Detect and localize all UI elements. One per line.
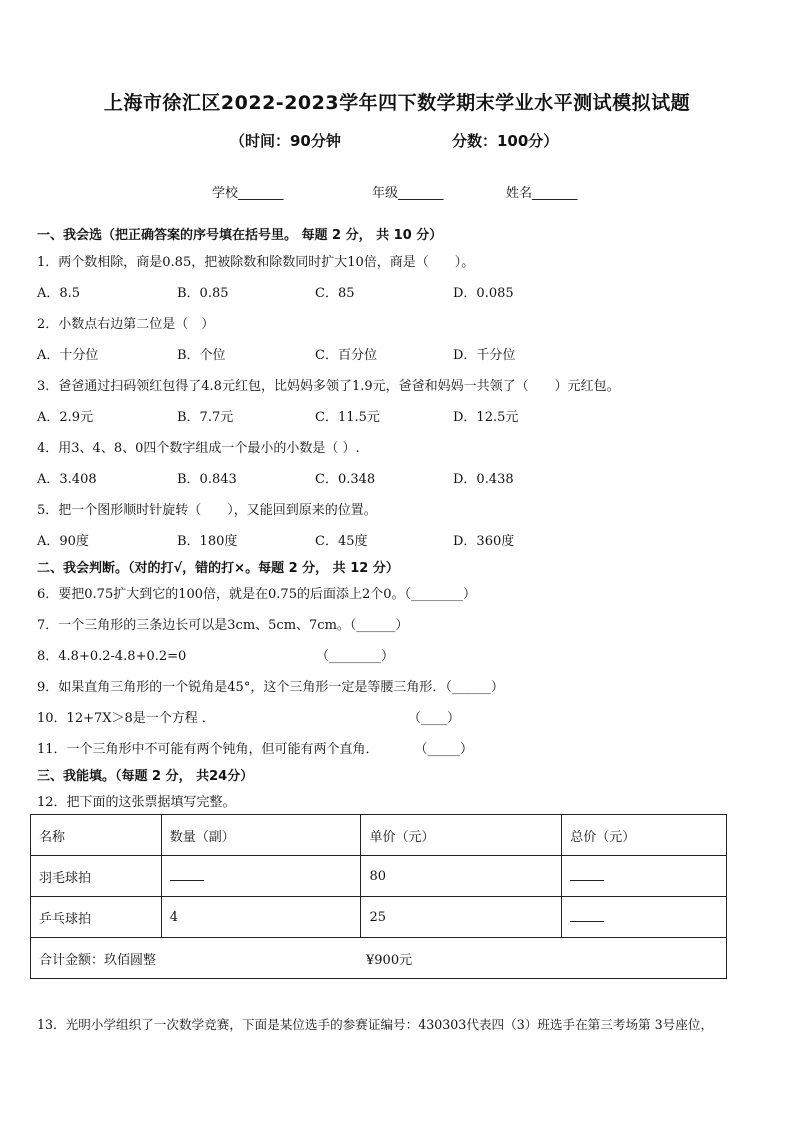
question-9-blank: （______）	[445, 680, 504, 695]
q2-option-b: B．个位	[177, 348, 226, 363]
question-8: 8．4.8+0.2-4.8+0.2=0	[37, 649, 187, 664]
section3-heading: 三、我能填。（每题 2 分， 共24分）	[37, 769, 254, 784]
question-12: 12．把下面的这张票据填写完整。	[37, 795, 236, 810]
grade-field: 年级_______	[372, 186, 444, 201]
q4-option-b: B．0.843	[177, 472, 237, 487]
question-7-text: 7．一个三角形的三条边长可以是3cm、5cm、7cm。	[37, 618, 350, 633]
bill-table	[30, 814, 727, 979]
q3-option-a: A．2.9元	[37, 410, 94, 425]
q5-option-a: A．90度	[37, 534, 89, 549]
question-10-blank: （____）	[408, 711, 461, 726]
q3-option-c: C．11.5元	[315, 410, 380, 425]
answer-blank	[570, 868, 604, 881]
cell-total-blank	[562, 897, 727, 938]
q1-option-d: D．0.085	[453, 286, 514, 301]
question-9-text: 9．如果直角三角形的一个锐角是45°，这个三角形一定是等腰三角形．	[37, 680, 446, 695]
question-2: 2．小数点右边第二位是（ ）	[37, 317, 215, 332]
cell-unit-price: 25	[361, 897, 562, 938]
q2-option-c: C．百分位	[315, 348, 377, 363]
q3-option-b: B．7.7元	[177, 410, 234, 425]
cell-item-name: 羽毛球拍	[31, 856, 162, 897]
header-quantity: 数量（副）	[161, 815, 361, 856]
question-6-text: 6．要把0.75扩大到它的100倍，就是在0.75的后面添上2个0。	[37, 587, 405, 602]
exam-score: 分数：100分）	[452, 132, 559, 150]
total-label: 合计金额：玖佰圆整	[39, 952, 157, 968]
question-8-blank: （________）	[316, 649, 395, 664]
table-total-row	[31, 938, 727, 979]
section1-heading: 一、我会选（把正确答案的序号填在括号里。 每题 2 分， 共 10 分）	[37, 228, 443, 243]
school-field: 学校_______	[212, 186, 284, 201]
q4-option-c: C．0.348	[315, 472, 376, 487]
answer-blank	[170, 868, 204, 881]
question-4: 4．用3、4、8、0四个数字组成一个最小的小数是（ ）.	[37, 441, 360, 456]
cell-unit-price: 80	[361, 856, 562, 897]
question-5: 5．把一个图形顺时针旋转（ ），又能回到原来的位置。	[37, 503, 377, 518]
question-3: 3．爸爸通过扫码领红包得了4.8元红包，比妈妈多领了1.9元，爸爸和妈妈一共领了（ ）元红包。	[37, 379, 620, 394]
total-value: ¥900元	[366, 952, 413, 968]
table-row	[31, 856, 727, 897]
cell-quantity-blank	[161, 856, 361, 897]
question-6	[37, 583, 476, 602]
header-total-price: 总价（元）	[562, 815, 727, 856]
question-11-blank: （_____）	[414, 742, 474, 757]
question-1: 1．两个数相除，商是0.85，把被除数和除数同时扩大10倍，商是（ ）。	[37, 255, 475, 270]
question-10: 10．12+7X＞8是一个方程 ．	[37, 711, 215, 726]
question-11-text: 11．一个三角形中不可能有两个钝角，但可能有两个直角．	[37, 742, 379, 757]
exam-time: （时间：90分钟	[230, 132, 341, 150]
question-9	[37, 676, 504, 695]
answer-blank	[570, 909, 604, 922]
question-7-blank: （______）	[349, 618, 409, 633]
q1-option-c: C．85	[315, 286, 355, 301]
header-item-name: 名称	[31, 815, 162, 856]
q4-option-d: D．0.438	[453, 472, 514, 487]
q4-option-a: A．3.408	[37, 472, 97, 487]
table-header-row	[31, 815, 727, 856]
section2-heading: 二、我会判断。（对的打√，错的打×。每题 2 分， 共 12 分）	[37, 561, 399, 576]
name-field: 姓名_______	[506, 186, 578, 201]
q5-option-c: C．45度	[315, 534, 368, 549]
q1-option-a: A．8.5	[37, 286, 81, 301]
header-unit-price: 单价（元）	[361, 815, 562, 856]
question-13: 13．光明小学组织了一次数学竞赛，下面是某位选手的参赛证编号：430303代表四（3）班选手在第三考场第 3号座位，	[37, 1017, 714, 1032]
page-title: 上海市徐汇区2022-2023学年四下数学期末学业水平测试模拟试题	[103, 92, 691, 114]
question-7	[37, 614, 408, 633]
q1-option-b: B．0.85	[177, 286, 229, 301]
table-row	[31, 897, 727, 938]
q5-option-d: D．360度	[453, 534, 515, 549]
q2-option-a: A．十分位	[37, 348, 99, 363]
q2-option-d: D．千分位	[453, 348, 516, 363]
cell-total-blank	[562, 856, 727, 897]
total-cell	[31, 938, 727, 979]
cell-quantity: 4	[161, 897, 361, 938]
q3-option-d: D．12.5元	[453, 410, 519, 425]
question-11	[37, 738, 473, 757]
q5-option-b: B．180度	[177, 534, 238, 549]
question-6-blank: （________）	[404, 587, 477, 602]
cell-item-name: 乒乓球拍	[31, 897, 162, 938]
